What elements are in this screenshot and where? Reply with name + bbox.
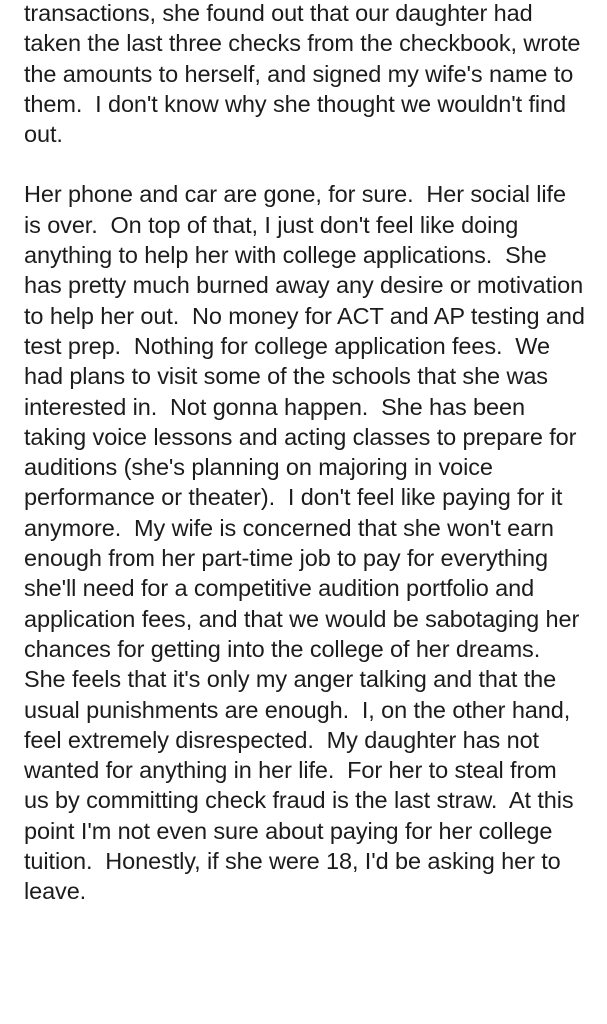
paragraph-2: Her phone and car are gone, for sure. Her social life is over. On top of that, I just don't feel like doing anything to help her with college applications. She has pretty much burned away any desire or motivation to help her out. No money for ACT and AP testing and test prep. Nothing for college application fees. We had plans to visit some of the schools that she was interested in. Not gonna happen. She has been taking voice lessons and acting classes to prepare for auditions (she's planning on majoring in voice performance or theater). I don't feel like paying for it anymore. My wife is concerned that she won't earn enough from her part-time job to pay for everything she'll need for a competitive audition portfolio and application fees, and that we would be sabotaging her chances for getting into the college of her dreams. She feels that it's only my anger talking and that the usual punishments are enough. I, on the other hand, feel extremely disrespected. My daughter has not wanted for anything in her life. For her to steal from us by committing check fraud is the last straw. At this point I'm not even sure about paying for her college tuition. Honestly, if she were 18, I'd be asking her to leave. bbox=[24, 181, 592, 905]
paragraph-spacer bbox=[24, 149, 585, 179]
paragraph-1: transactions, she found out that our daughter had taken the last three checks from the checkbook, wrote the amounts to herself, and signed my wife's name to them. I don't know why she thought we wouldn't find out. bbox=[24, 0, 587, 148]
document-text bbox=[24, 0, 592, 907]
